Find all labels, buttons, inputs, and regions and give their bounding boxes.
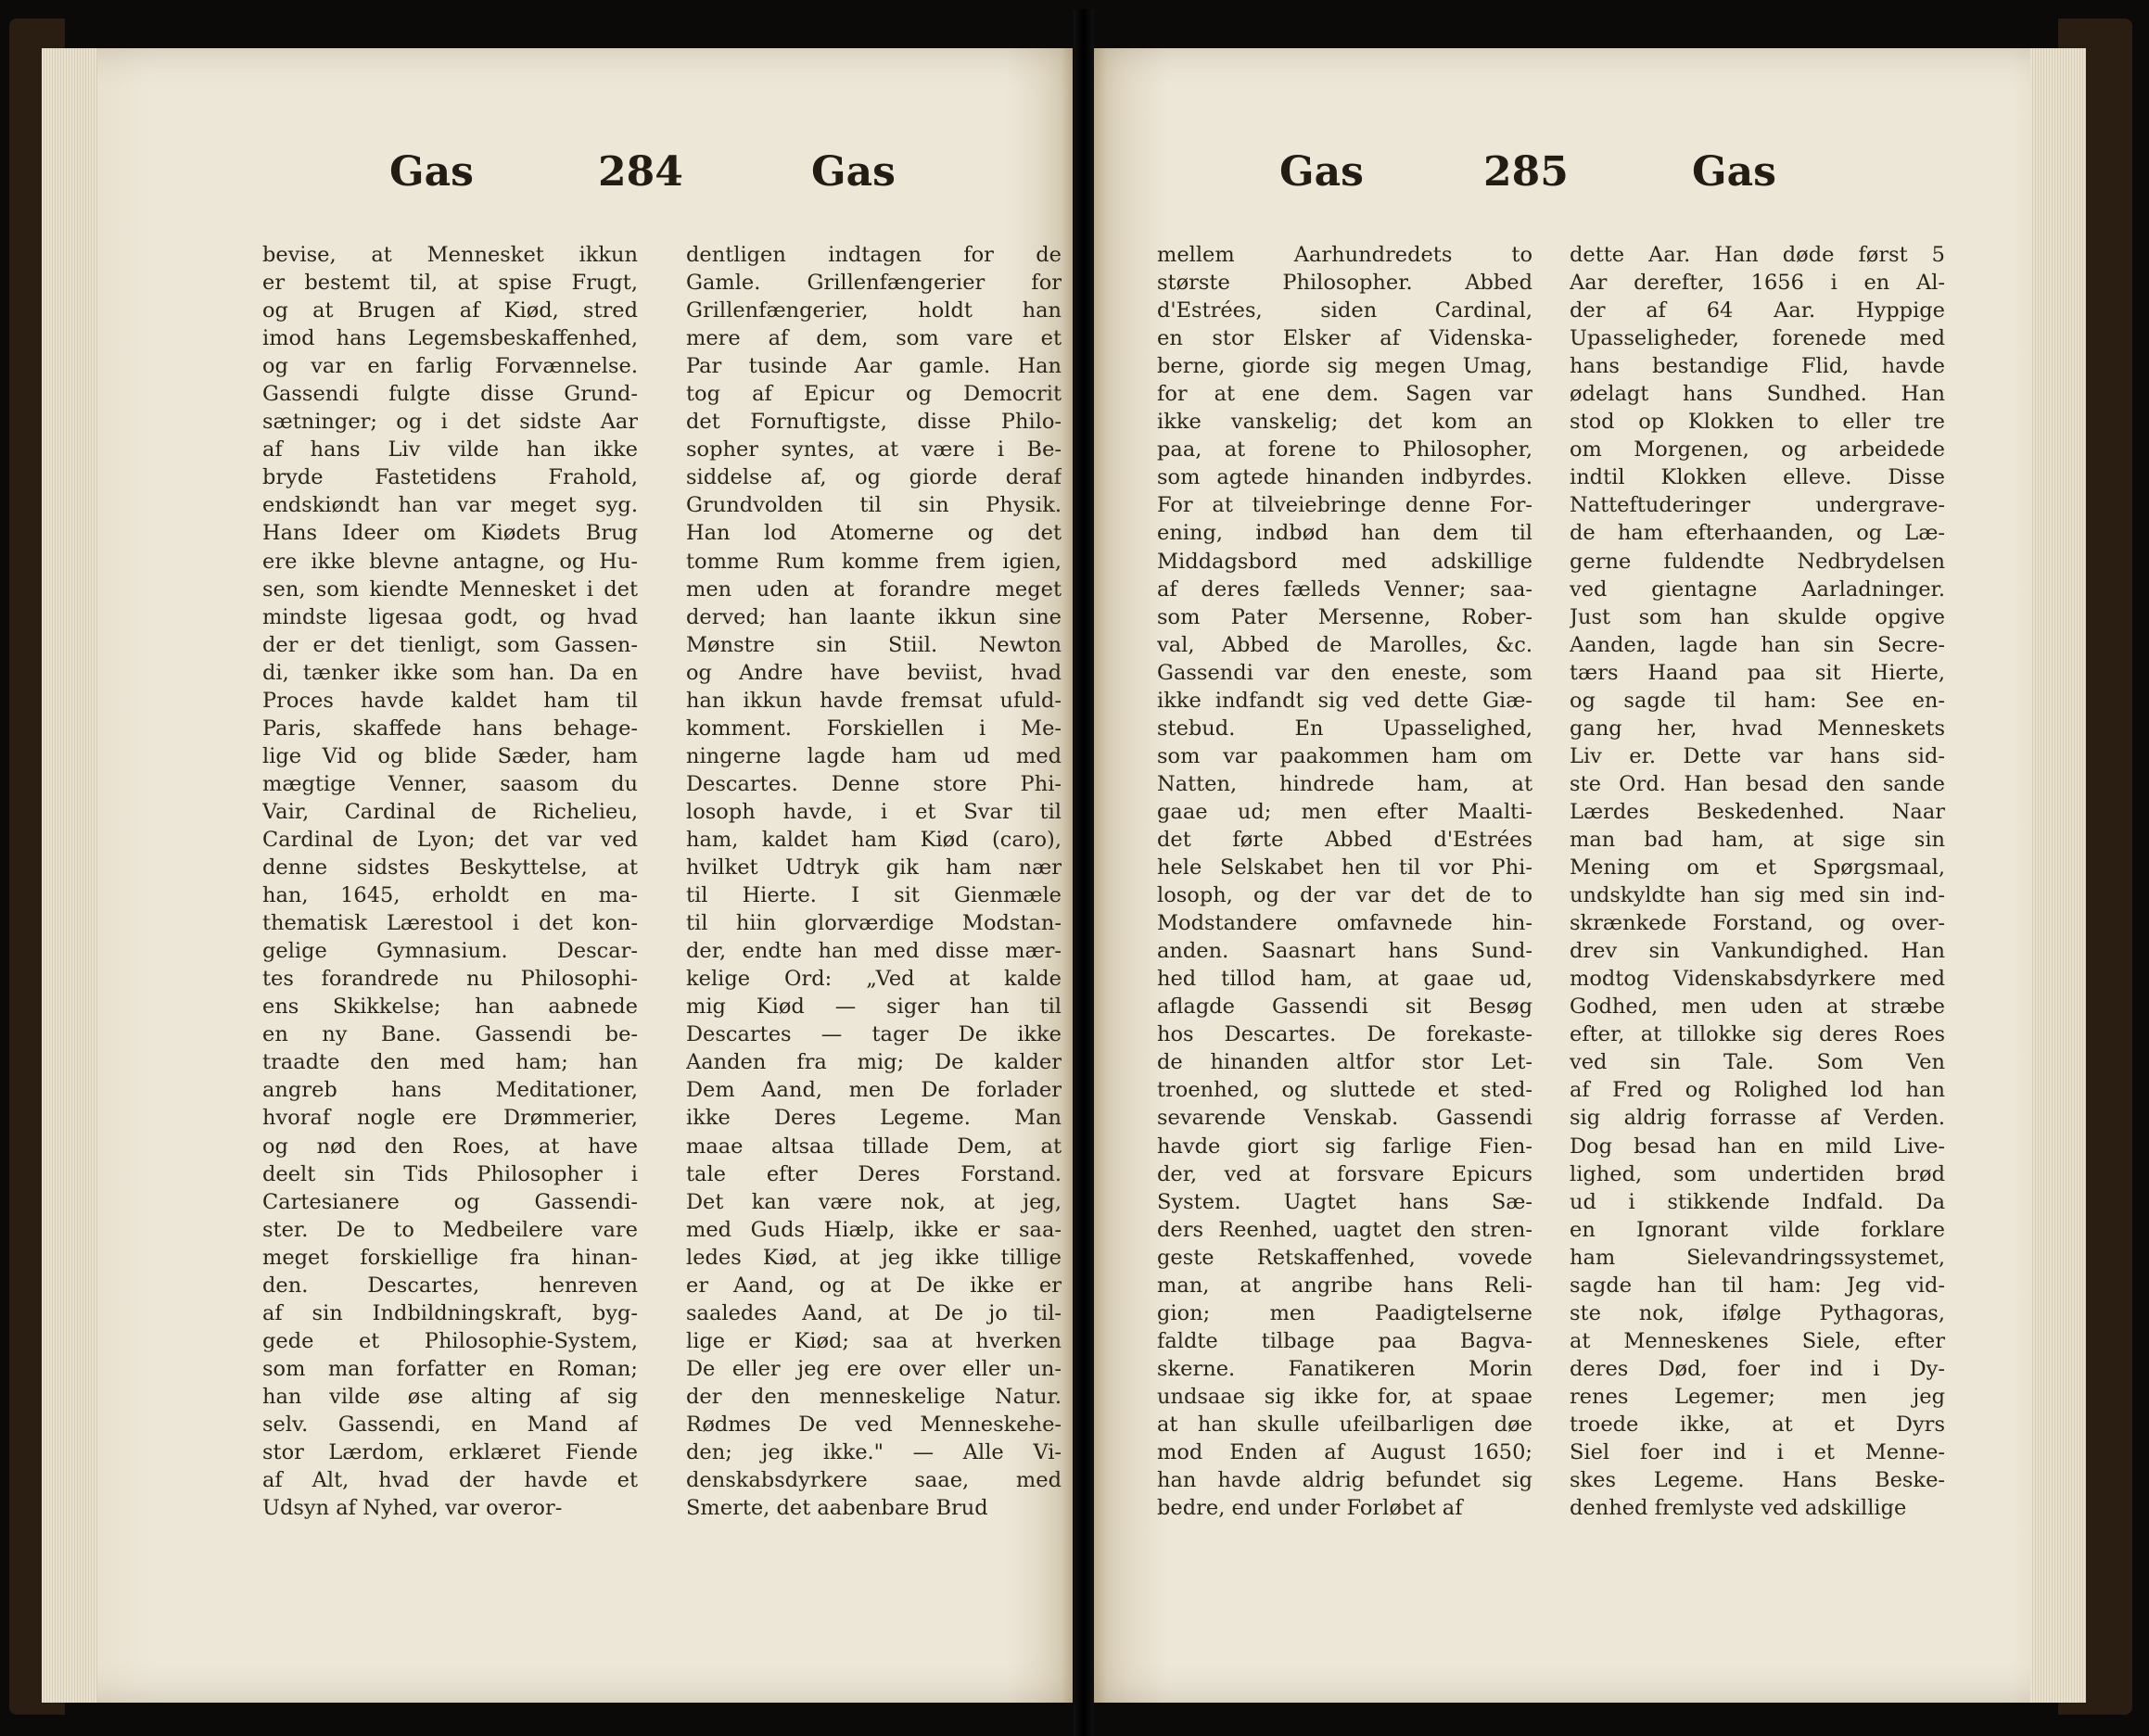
text-line: af hans Liv vilde han ikke xyxy=(262,437,638,463)
text-line: Modstandere omfavnede hin- xyxy=(1157,911,1532,936)
text-line: hos Descartes. De forekaste- xyxy=(1157,1022,1532,1047)
text-line: at han skulle ufeilbarligen døe xyxy=(1157,1412,1532,1437)
text-line: og var en farlig Forvænnelse. xyxy=(262,354,638,379)
right-page-column-1 xyxy=(1157,241,1532,1522)
text-line: anden. Saasnart hans Sund- xyxy=(1157,939,1532,964)
text-line: Cardinal de Lyon; det var ved xyxy=(262,827,638,852)
text-line: imod hans Legemsbeskaffenhed, xyxy=(262,326,638,351)
text-line: ening, indbød han dem til xyxy=(1157,521,1532,546)
book-gutter xyxy=(1074,9,1094,1736)
text-line: stebud. En Upasselighed, xyxy=(1157,716,1532,741)
text-line: største Philosopher. Abbed xyxy=(1157,271,1532,296)
text-line: Gassendi var den eneste, som xyxy=(1157,660,1532,685)
text-line: geste Retskaffenhed, vovede xyxy=(1157,1245,1532,1270)
text-line: Mening om et Spørgsmaal, xyxy=(1570,855,1945,881)
text-line: Gassendi fulgte disse Grund- xyxy=(262,382,638,407)
text-line: der, ved at forsvare Epicurs xyxy=(1157,1161,1532,1186)
text-line: ved gientagne Aarladninger. xyxy=(1570,577,1945,602)
text-line: om Morgenen, og arbeidede xyxy=(1570,437,1945,463)
text-line: Udsyn af Nyhed, var overor- xyxy=(262,1496,563,1521)
left-page-number: 284 xyxy=(598,148,683,196)
text-line: Aanden, lagde han sin Secre- xyxy=(1570,632,1945,657)
text-line: men uden at forandre meget xyxy=(686,577,1062,602)
text-line: Liv er. Dette var hans sid- xyxy=(1570,743,1945,768)
text-line: af Alt, hvad der havde et xyxy=(262,1468,638,1493)
text-line: ud i stikkende Indfald. Da xyxy=(1570,1189,1945,1214)
text-line: selv. Gassendi, en Mand af xyxy=(262,1412,638,1437)
text-line: kelige Ord: „Ved at kalde xyxy=(686,967,1062,992)
text-line: han havde aldrig befundet sig xyxy=(1157,1468,1532,1493)
text-line: undskyldte han sig med sin ind- xyxy=(1570,883,1945,908)
text-line: det førte Abbed d'Estrées xyxy=(1157,827,1532,852)
text-line: losoph, og der var det de to xyxy=(1157,883,1532,908)
text-line: maae altsaa tillade Dem, at xyxy=(686,1134,1062,1159)
text-line: er bestemt til, at spise Frugt, xyxy=(262,271,638,296)
text-line: skes Legeme. Hans Beske- xyxy=(1570,1468,1945,1493)
text-line: denskabsdyrkere saae, med xyxy=(686,1468,1062,1493)
text-line: man, at angribe hans Reli- xyxy=(1157,1273,1532,1298)
text-line: ham Sielevandringssystemet, xyxy=(1570,1245,1945,1270)
text-line: Grillenfængerier, holdt han xyxy=(686,298,1062,323)
text-line: renes Legemer; men jeg xyxy=(1570,1384,1945,1409)
text-line: aflagde Gassendi sit Besøg xyxy=(1157,995,1532,1020)
text-line: mellem Aarhundredets to xyxy=(1157,243,1532,267)
text-line: berne, giorde sig megen Umag, xyxy=(1157,354,1532,379)
text-line: deres Død, foer ind i Dy- xyxy=(1570,1356,1945,1381)
text-line: hans bestandige Flid, havde xyxy=(1570,354,1945,379)
text-line: sagde han til ham: Jeg vid- xyxy=(1570,1273,1945,1298)
text-line: mægtige Venner, saasom du xyxy=(262,771,638,796)
text-line: ster. De to Medbeilere vare xyxy=(262,1217,638,1242)
left-page-column-1 xyxy=(262,241,638,1522)
text-line: som man forfatter en Roman; xyxy=(262,1356,638,1381)
text-line: en stor Elsker af Videnska- xyxy=(1157,326,1532,351)
text-line: ikke Deres Legeme. Man xyxy=(686,1106,1062,1131)
text-line: Godhed, men uden at stræbe xyxy=(1570,995,1945,1020)
text-line: derved; han laante ikkun sine xyxy=(686,604,1062,629)
text-line: ikke vanskelig; det kom an xyxy=(1157,410,1532,435)
text-line: d'Estrées, siden Cardinal, xyxy=(1157,298,1532,323)
text-line: Hans Ideer om Kiødets Brug xyxy=(262,521,638,546)
text-line: dette Aar. Han døde først 5 xyxy=(1570,243,1945,267)
text-line: modtog Videnskabsdyrkere med xyxy=(1570,967,1945,992)
text-line: Vair, Cardinal de Richelieu, xyxy=(262,799,638,824)
text-line: det Fornuftigste, disse Philo- xyxy=(686,410,1062,435)
text-line: Upasseligheder, forenede med xyxy=(1570,326,1945,351)
text-line: System. Uagtet hans Sæ- xyxy=(1157,1189,1532,1214)
text-line: som agtede hinanden indbyrdes. xyxy=(1157,465,1532,490)
text-line: For at tilveiebringe denne For- xyxy=(1157,493,1532,518)
text-line: der er det tienligt, som Gassen- xyxy=(262,632,638,657)
text-line: man bad ham, at sige sin xyxy=(1570,827,1945,852)
text-line: til Hierte. I sit Gienmæle xyxy=(686,883,1062,908)
text-line: ledes Kiød, at jeg ikke tillige xyxy=(686,1245,1062,1270)
text-line: ere ikke blevne antagne, og Hu- xyxy=(262,549,638,574)
text-line: drev sin Vankundighed. Han xyxy=(1570,939,1945,964)
text-line: Paris, skaffede hans behage- xyxy=(262,716,638,741)
text-line: mere af dem, som vare et xyxy=(686,326,1062,351)
text-line: hed tillod ham, at gaae ud, xyxy=(1157,967,1532,992)
text-line: gion; men Paadigtelserne xyxy=(1157,1300,1532,1325)
text-line: Middagsbord med adskillige xyxy=(1157,549,1532,574)
text-line: lige Vid og blide Sæder, ham xyxy=(262,743,638,768)
text-line: siddelse af, og giorde deraf xyxy=(686,465,1062,490)
text-line: komment. Forskiellen i Me- xyxy=(686,716,1062,741)
text-line: gede et Philosophie-System, xyxy=(262,1328,638,1353)
text-line: ens Skikkelse; han aabnede xyxy=(262,995,638,1020)
text-line: hele Selskabet hen til vor Phi- xyxy=(1157,855,1532,881)
text-line: mig Kiød — siger han til xyxy=(686,995,1062,1020)
text-line: og sagde til ham: See en- xyxy=(1570,688,1945,713)
right-page-number: 285 xyxy=(1483,148,1569,196)
text-line: og nød den Roes, at have xyxy=(262,1134,638,1159)
text-line: skrænkede Forstand, og over- xyxy=(1570,911,1945,936)
text-line: Siel foer ind i et Menne- xyxy=(1570,1440,1945,1465)
text-line: denne sidstes Beskyttelse, at xyxy=(262,855,638,881)
text-line: di, tænker ikke som han. Da en xyxy=(262,660,638,685)
text-line: ders Reenhed, uagtet den stren- xyxy=(1157,1217,1532,1242)
text-line: De eller jeg ere over eller un- xyxy=(686,1356,1062,1381)
text-line: efter, at tillokke sig deres Roes xyxy=(1570,1022,1945,1047)
text-line: med Guds Hiælp, ikke er saa- xyxy=(686,1217,1062,1242)
text-line: undsaae sig ikke for, at spaae xyxy=(1157,1384,1532,1409)
text-line: ham, kaldet ham Kiød (caro), xyxy=(686,827,1062,852)
text-line: lige er Kiød; saa at hverken xyxy=(686,1328,1062,1353)
left-page xyxy=(42,48,1073,1703)
page-edge-left xyxy=(42,48,97,1703)
text-line: Just som han skulde opgive xyxy=(1570,604,1945,629)
text-line: deelt sin Tids Philosopher i xyxy=(262,1161,638,1186)
text-line: og Andre have beviist, hvad xyxy=(686,660,1062,685)
text-line: en ny Bane. Gassendi be- xyxy=(262,1022,638,1047)
text-line: der den menneskelige Natur. xyxy=(686,1384,1062,1409)
text-line: at Menneskenes Siele, efter xyxy=(1570,1328,1945,1353)
text-line: af Fred og Rolighed lod han xyxy=(1570,1078,1945,1103)
text-line: val, Abbed de Marolles, &c. xyxy=(1157,632,1532,657)
text-line: er Aand, og at De ikke er xyxy=(686,1273,1062,1298)
text-line: Dem Aand, men De forlader xyxy=(686,1078,1062,1103)
text-line: han, 1645, erholdt en ma- xyxy=(262,883,638,908)
text-line: der af 64 Aar. Hyppige xyxy=(1570,298,1945,323)
text-line: gang her, hvad Menneskets xyxy=(1570,716,1945,741)
text-line: troede ikke, at et Dyrs xyxy=(1570,1412,1945,1437)
text-line: som var paakommen ham om xyxy=(1157,743,1532,768)
text-line: Gamle. Grillenfængerier for xyxy=(686,271,1062,296)
text-line: til hiin glorværdige Modstan- xyxy=(686,911,1062,936)
text-line: de hinanden altfor stor Let- xyxy=(1157,1050,1532,1075)
text-line: indtil Klokken elleve. Disse xyxy=(1570,465,1945,490)
text-line: og at Brugen af Kiød, stred xyxy=(262,298,638,323)
text-line: denhed fremlyste ved adskillige xyxy=(1570,1496,1907,1521)
text-line: sevarende Venskab. Gassendi xyxy=(1157,1106,1532,1131)
text-line: Natteftuderinger undergrave- xyxy=(1570,493,1945,518)
text-line: af deres fælleds Venner; saa- xyxy=(1157,577,1532,602)
right-page xyxy=(1094,48,2086,1703)
text-line: Aar derefter, 1656 i en Al- xyxy=(1570,271,1945,296)
text-line: Grundvolden til sin Physik. xyxy=(686,493,1062,518)
text-line: Det kan være nok, at jeg, xyxy=(686,1189,1062,1214)
text-line: sætninger; og i det sidste Aar xyxy=(262,410,638,435)
text-line: troenhed, og sluttede et sted- xyxy=(1157,1078,1532,1103)
text-line: bedre, end under Forløbet af xyxy=(1157,1496,1463,1521)
text-line: faldte tilbage paa Bagva- xyxy=(1157,1328,1532,1353)
text-line: mod Enden af August 1650; xyxy=(1157,1440,1532,1465)
text-line: sen, som kiendte Mennesket i det xyxy=(262,577,638,602)
text-line: traadte den med ham; han xyxy=(262,1050,638,1075)
text-line: tomme Rum komme frem igien, xyxy=(686,549,1062,574)
text-line: den; jeg ikke." — Alle Vi- xyxy=(686,1440,1062,1465)
right-head-keyword-right: Gas xyxy=(1692,148,1776,196)
text-line: ningerne lagde ham ud med xyxy=(686,743,1062,768)
text-line: endskiøndt han var meget syg. xyxy=(262,493,638,518)
text-line: tærs Haand paa sit Hierte, xyxy=(1570,660,1945,685)
text-line: losoph havde, i et Svar til xyxy=(686,799,1062,824)
text-line: ødelagt hans Sundhed. Han xyxy=(1570,382,1945,407)
text-line: sopher syntes, at være i Be- xyxy=(686,437,1062,463)
right-head-keyword-left: Gas xyxy=(1279,148,1364,196)
text-line: sig aldrig forrasse af Verden. xyxy=(1570,1106,1945,1131)
text-line: den. Descartes, henreven xyxy=(262,1273,638,1298)
text-line: thematisk Lærestool i det kon- xyxy=(262,911,638,936)
text-line: angreb hans Meditationer, xyxy=(262,1078,638,1103)
page-edge-right xyxy=(2030,48,2086,1703)
text-line: Lærdes Beskedenhed. Naar xyxy=(1570,799,1945,824)
text-line: saaledes Aand, at De jo til- xyxy=(686,1300,1062,1325)
text-line: bevise, at Mennesket ikkun xyxy=(262,243,638,267)
text-line: Par tusinde Aar gamle. Han xyxy=(686,354,1062,379)
text-line: af sin Indbildningskraft, byg- xyxy=(262,1300,638,1325)
text-line: Han lod Atomerne og det xyxy=(686,521,1062,546)
text-line: havde giort sig farlige Fien- xyxy=(1157,1134,1532,1159)
text-line: stor Lærdom, erklæret Fiende xyxy=(262,1440,638,1465)
text-line: ved sin Tale. Som Ven xyxy=(1570,1050,1945,1075)
text-line: Smerte, det aabenbare Brud xyxy=(686,1496,988,1521)
text-line: Proces havde kaldet ham til xyxy=(262,688,638,713)
text-line: Descartes. Denne store Phi- xyxy=(686,771,1062,796)
text-line: for at ene dem. Sagen var xyxy=(1157,382,1532,407)
text-line: stod op Klokken to eller tre xyxy=(1570,410,1945,435)
text-line: Descartes — tager De ikke xyxy=(686,1022,1062,1047)
text-line: gerne fuldendte Nedbrydelsen xyxy=(1570,549,1945,574)
text-line: ikke indfandt sig ved dette Giæ- xyxy=(1157,688,1532,713)
text-line: en Ignorant vilde forklare xyxy=(1570,1217,1945,1242)
text-line: mindste ligesaa godt, og hvad xyxy=(262,604,638,629)
text-line: ste nok, ifølge Pythagoras, xyxy=(1570,1300,1945,1325)
left-page-column-2 xyxy=(686,241,1062,1522)
text-line: lighed, som undertiden brød xyxy=(1570,1161,1945,1186)
text-line: tes forandrede nu Philosophi- xyxy=(262,967,638,992)
text-line: paa, at forene to Philosopher, xyxy=(1157,437,1532,463)
text-line: Mønstre sin Stiil. Newton xyxy=(686,632,1062,657)
right-page-column-2 xyxy=(1570,241,1945,1522)
text-line: Aanden fra mig; De kalder xyxy=(686,1050,1062,1075)
text-line: Rødmes De ved Menneskehe- xyxy=(686,1412,1062,1437)
text-line: gelige Gymnasium. Descar- xyxy=(262,939,638,964)
text-line: tale efter Deres Forstand. xyxy=(686,1161,1062,1186)
text-line: skerne. Fanatikeren Morin xyxy=(1157,1356,1532,1381)
text-line: tog af Epicur og Democrit xyxy=(686,382,1062,407)
text-line: bryde Fastetidens Frahold, xyxy=(262,465,638,490)
left-head-keyword-left: Gas xyxy=(389,148,474,196)
text-line: Dog besad han en mild Live- xyxy=(1570,1134,1945,1159)
text-line: hvoraf nogle ere Drømmerier, xyxy=(262,1106,638,1131)
text-line: ste Ord. Han besad den sande xyxy=(1570,771,1945,796)
text-line: dentligen indtagen for de xyxy=(686,243,1062,267)
text-line: han ikkun havde fremsat ufuld- xyxy=(686,688,1062,713)
text-line: Cartesianere og Gassendi- xyxy=(262,1189,638,1214)
text-line: der, endte han med disse mær- xyxy=(686,939,1062,964)
left-head-keyword-right: Gas xyxy=(811,148,896,196)
text-line: gaae ud; men efter Maalti- xyxy=(1157,799,1532,824)
text-line: meget forskiellige fra hinan- xyxy=(262,1245,638,1270)
text-line: som Pater Mersenne, Rober- xyxy=(1157,604,1532,629)
text-line: de ham efterhaanden, og Læ- xyxy=(1570,521,1945,546)
text-line: hvilket Udtryk gik ham nær xyxy=(686,855,1062,881)
text-line: Natten, hindrede ham, at xyxy=(1157,771,1532,796)
text-line: han vilde øse alting af sig xyxy=(262,1384,638,1409)
